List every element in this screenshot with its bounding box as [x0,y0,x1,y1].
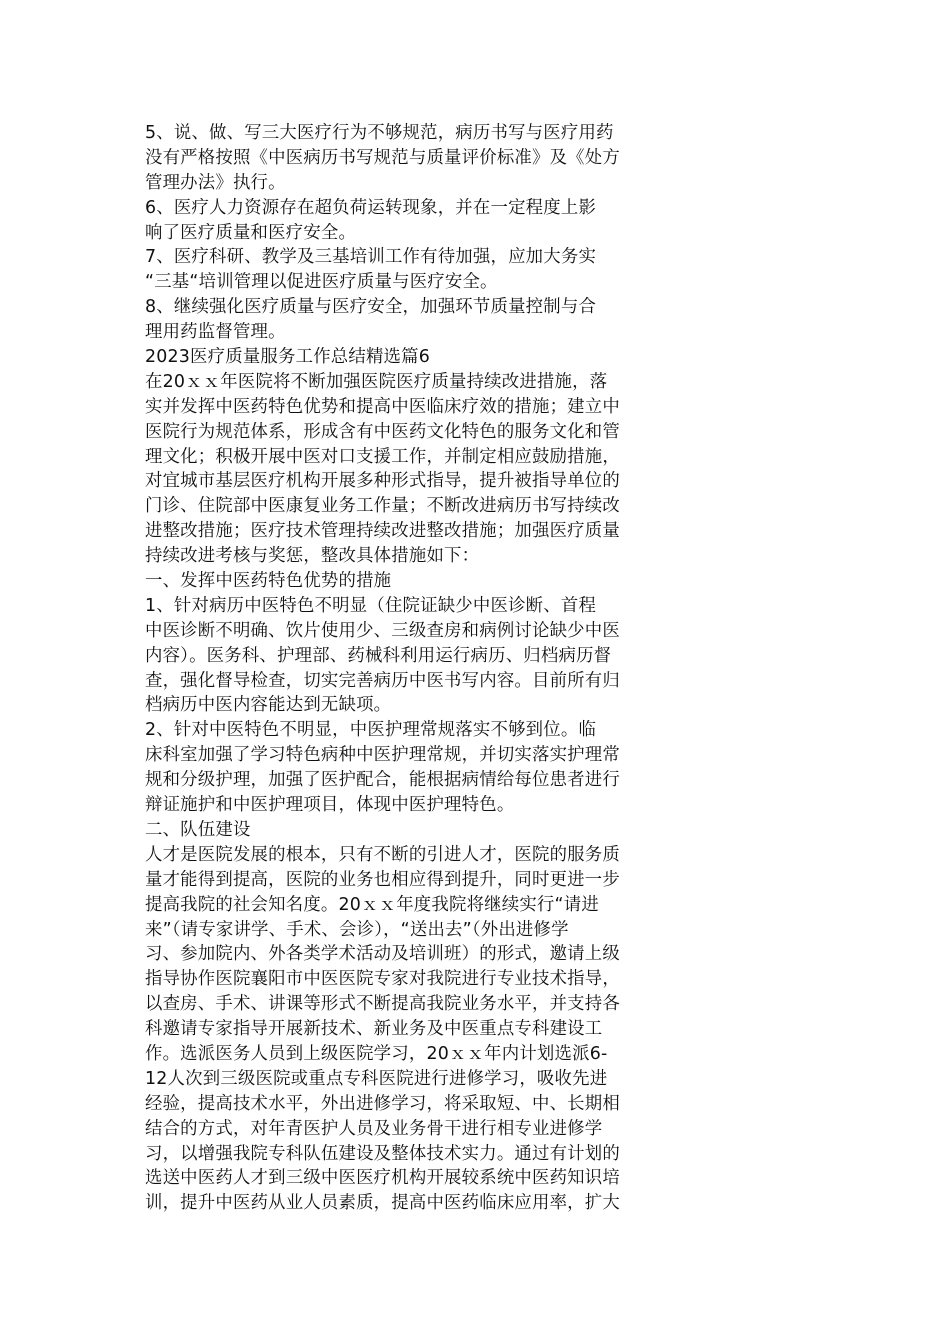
text-line: 中医诊断不明确、饮片使用少、三级查房和病例讨论缺少中医 [145,620,620,641]
text-line: 结合的方式，对年青医护人员及业务骨干进行相专业进修学 [145,1118,603,1139]
text-line: 规和分级护理，加强了医护配合，能根据病情给每位患者进行 [145,770,620,791]
text-line: 8、继续强化医疗质量与医疗安全，加强环节质量控制与合 [145,297,597,318]
text-line: 以查房、手术、讲课等形式不断提高我院业务水平，并支持各 [145,994,620,1015]
text-line: 对宜城市基层医疗机构开展多种形式指导，提升被指导单位的 [145,471,620,492]
text-line: 管理办法》执行。 [145,172,286,193]
text-line: 2、针对中医特色不明显，中医护理常规落实不够到位。临 [145,720,597,741]
text-line: 理文化；积极开展中医对口支援工作，并制定相应鼓励措施， [145,446,620,467]
text-line: 查，强化督导检查，切实完善病历中医书写内容。目前所有归 [145,670,620,691]
text-line: 习，以增强我院专科队伍建设及整体技术实力。通过有计划的 [145,1143,620,1164]
text-line: 辩证施护和中医护理项目，体现中医护理特色。 [145,795,515,816]
text-line: 2023医疗质量服务工作总结精选篇6 [145,347,431,368]
text-line: 理用药监督管理。 [145,322,286,343]
document-body [145,121,667,1216]
text-line: 没有严格按照《中医病历书写规范与质量评价标准》及《处方 [145,147,620,168]
text-line: 习、参加院内、外各类学术活动及培训班）的形式，邀请上级 [145,944,620,965]
text-line: 进整改措施；医疗技术管理持续改进整改措施；加强医疗质量 [145,521,620,542]
text-line: 7、医疗科研、教学及三基培训工作有待加强，应加大务实 [145,247,597,268]
text-line: 量才能得到提高，医院的业务也相应得到提升，同时更进一步 [145,869,620,890]
text-line: 训，提升中医药从业人员素质，提高中医药临床应用率，扩大 [145,1193,620,1214]
text-line: 医院行为规范体系，形成含有中医药文化特色的服务文化和管 [145,421,620,442]
text-line: 1、针对病历中医特色不明显（住院证缺少中医诊断、首程 [145,595,597,616]
text-line: 作。选派医务人员到上级医院学习，20ｘｘ年内计划选派6- [145,1043,608,1064]
text-line: 来”（请专家讲学、手术、会诊），“送出去”（外出进修学 [145,919,569,940]
text-line: 实并发挥中医药特色优势和提高中医临床疗效的措施；建立中 [145,396,620,417]
text-line: 经验，提高技术水平，外出进修学习，将采取短、中、长期相 [145,1093,620,1114]
text-line: 档病历中医内容能达到无缺项。 [145,695,392,716]
text-line: 6、医疗人力资源存在超负荷运转现象，并在一定程度上影 [145,197,597,218]
text-line: 科邀请专家指导开展新技术、新业务及中医重点专科建设工 [145,1019,603,1040]
text-line: 指导协作医院襄阳市中医医院专家对我院进行专业技术指导， [145,969,620,990]
text-line: “三基“培训管理以促进医疗质量与医疗安全。 [145,272,498,293]
text-line: 门诊、住院部中医康复业务工作量；不断改进病历书写持续改 [145,496,620,517]
text-line: 持续改进考核与奖惩，整改具体措施如下： [145,546,480,567]
text-line: 选送中医药人才到三级中医医疗机构开展较系统中医药知识培 [145,1168,620,1189]
text-line: 内容）。医务科、护理部、药械科利用运行病历、归档病历督 [145,645,612,666]
text-line: 在20ｘｘ年医院将不断加强医院医疗质量持续改进措施，落 [145,371,608,392]
text-line: 12人次到三级医院或重点专科医院进行进修学习，吸收先进 [145,1068,608,1089]
text-line: 二、队伍建设 [145,819,251,840]
text-line: 一、发挥中医药特色优势的措施 [145,571,392,592]
text-line: 5、说、做、写三大医疗行为不够规范，病历书写与医疗用药 [145,123,614,143]
text-line: 床科室加强了学习特色病种中医护理常规，并切实落实护理常 [145,745,620,766]
text-line: 响了医疗质量和医疗安全。 [145,222,357,243]
text-line: 人才是医院发展的根本，只有不断的引进人才，医院的服务质 [145,844,620,865]
text-line: 提高我院的社会知名度。20ｘｘ年度我院将继续实行“请进 [145,894,599,915]
